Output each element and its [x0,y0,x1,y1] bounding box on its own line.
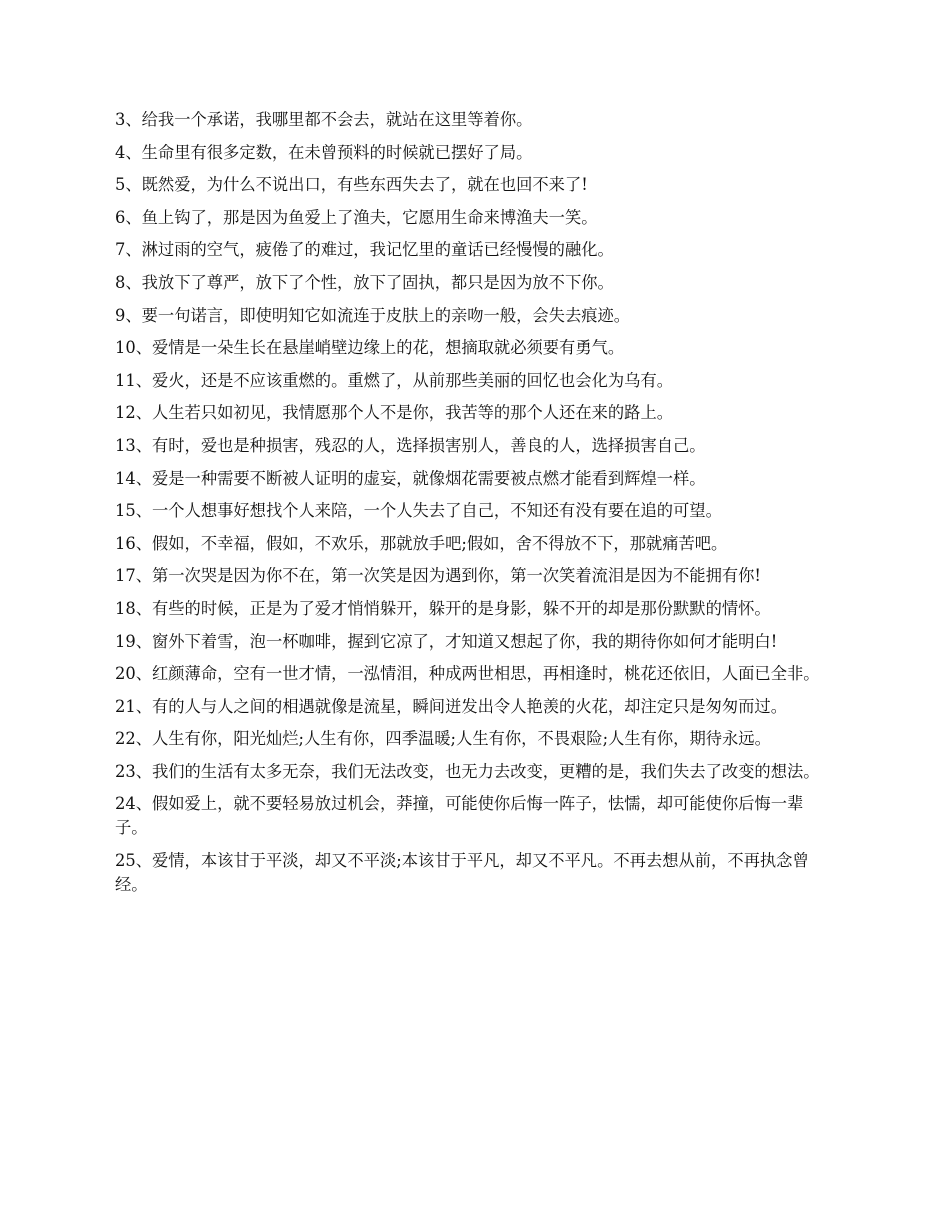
list-item: 14、爱是一种需要不断被人证明的虚妄，就像烟花需要被点燃才能看到辉煌一样。 [115,468,706,488]
list-item: 18、有些的时候，正是为了爱才悄悄躲开，躲开的是身影，躲不开的却是那份默默的情怀。 [115,598,771,618]
quote-list [115,108,827,906]
list-item: 11、爱火，还是不应该重燃的。重燃了，从前那些美丽的回忆也会化为乌有。 [115,370,674,390]
list-item: 4、生命里有很多定数，在未曾预料的时候就已摆好了局。 [115,142,533,162]
list-item: 6、鱼上钩了，那是因为鱼爱上了渔夫，它愿用生命来博渔夫一笑。 [115,207,598,227]
list-item: 8、我放下了尊严，放下了个性，放下了固执，都只是因为放不下你。 [115,272,614,292]
list-item: 12、人生若只如初见，我情愿那个人不是你，我苦等的那个人还在来的路上。 [115,403,674,423]
list-item: 16、假如，不幸福，假如，不欢乐，那就放手吧;假如，舍不得放不下，那就痛苦吧。 [115,533,728,553]
list-item: 17、第一次哭是因为你不在，第一次笑是因为遇到你，第一次笑着流泪是因为不能拥有你! [115,566,761,586]
list-item: 22、人生有你，阳光灿烂;人生有你，四季温暖;人生有你，不畏艰险;人生有你，期待永远。 [115,729,771,749]
list-item: 15、一个人想事好想找个人来陪，一个人失去了自己，不知还有没有要在追的可望。 [115,501,722,521]
list-item: 21、有的人与人之间的相遇就像是流星，瞬间迸发出令人艳羡的火花，却注定只是匆匆而过。 [115,696,787,716]
list-item: 20、红颜薄命，空有一世才情，一泓情泪，种成两世相思，再相逢时，桃花还依旧，人面已全非。 [115,664,820,684]
list-item: 24、假如爱上，就不要轻易放过机会，莽撞，可能使你后悔一阵子，怯懦，却可能使你后悔一辈子。 [115,794,804,838]
list-item: 23、我们的生活有太多无奈，我们无法改变，也无力去改变，更糟的是，我们失去了改变的想法。 [115,761,820,781]
list-item: 9、要一句诺言，即使明知它如流连于皮肤上的亲吻一般，会失去痕迹。 [115,305,631,325]
list-item: 13、有时，爱也是种损害，残忍的人，选择损害别人，善良的人，选择损害自己。 [115,435,706,455]
list-item: 7、淋过雨的空气，疲倦了的难过，我记忆里的童话已经慢慢的融化。 [115,240,614,260]
list-item: 25、爱情，本该甘于平淡，却又不平淡;本该甘于平凡，却又不平凡。不再去想从前，不再执念曾经。 [115,851,809,895]
list-item: 3、给我一个承诺，我哪里都不会去，就站在这里等着你。 [115,110,533,129]
list-item: 19、窗外下着雪，泡一杯咖啡，握到它凉了，才知道又想起了你，我的期待你如何才能明白! [115,631,778,651]
list-item: 10、爱情是一朵生长在悬崖峭壁边缘上的花，想摘取就必须要有勇气。 [115,338,625,358]
list-item: 5、既然爱，为什么不说出口，有些东西失去了，就在也回不来了! [115,175,588,195]
